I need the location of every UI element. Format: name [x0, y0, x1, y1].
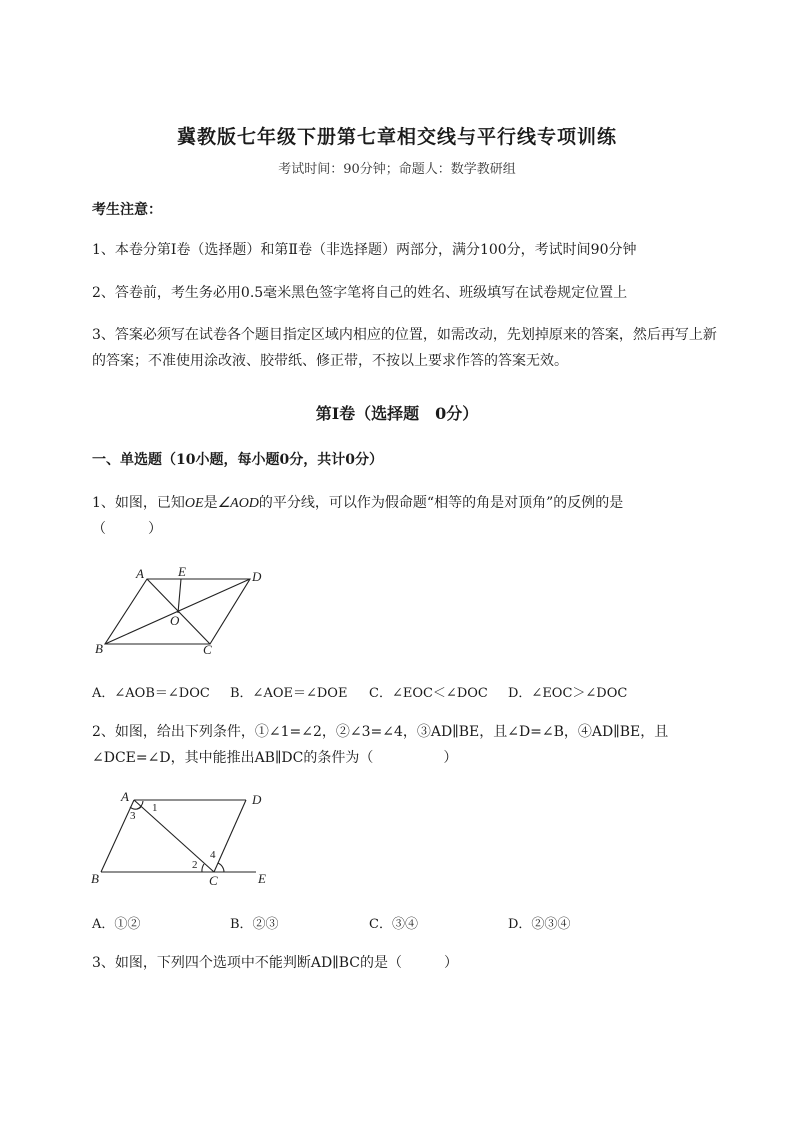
- q2-options: [92, 913, 712, 931]
- notice-item-3-continued: 的答案；不准使用涂改液、胶带纸、修正带，不按以上要求作答的答案无效。: [92, 353, 568, 369]
- q1-label-a: A: [136, 566, 144, 581]
- q1-stem-part-c: 的平分线，可以作为假命题“相等的角是对顶角”的反例的是: [258, 495, 624, 511]
- q2-figure-parallelogram: [88, 786, 278, 890]
- q2-angle-label-3: 3: [130, 810, 136, 822]
- q2-label-b: B: [91, 871, 99, 886]
- q1-option-c[interactable]: C．∠EOC＜∠DOC: [369, 686, 488, 701]
- q2-angle-arc-4: [218, 863, 224, 872]
- notice-item-3: 3、答案必须写在试卷各个题目指定区域内相应的位置，如需改动，先划掉原来的答案，然后再写上新: [92, 327, 717, 343]
- notice-heading: 考生注意：: [92, 202, 162, 218]
- q2-label-d: D: [252, 792, 262, 807]
- q1-option-b[interactable]: B．∠AOE＝∠DOE: [230, 686, 348, 701]
- q2-option-b[interactable]: B．②③: [230, 917, 279, 932]
- q1-option-d[interactable]: D．∠EOC＞∠DOC: [508, 686, 628, 701]
- q1-label-e: E: [178, 564, 186, 579]
- q2-label-e: E: [258, 871, 266, 886]
- question-1-answer-paren: （ ）: [92, 521, 162, 537]
- q1-label-b: B: [95, 641, 103, 656]
- q1-label-d: D: [252, 569, 262, 584]
- q1-angle-aod: ∠AOD: [217, 496, 259, 511]
- question-2-stem-line-2: ∠DCE=∠D，其中能推出AB∥DC的条件为（ ）: [92, 750, 458, 766]
- question-1-stem: [92, 493, 623, 514]
- q1-stem-part-a: 1、如图，已知: [92, 495, 185, 511]
- q2-label-a: A: [121, 789, 129, 804]
- q1-diagonal-bd: [105, 579, 250, 644]
- q2-diagonal-ac: [134, 800, 214, 872]
- q2-option-a[interactable]: A．①②: [92, 917, 141, 932]
- q1-figure-parallelogram: [92, 562, 272, 662]
- q2-angle-label-4: 4: [210, 849, 216, 861]
- q2-side-dc: [214, 800, 246, 872]
- q2-label-c: C: [209, 873, 218, 888]
- q2-option-d[interactable]: D．②③④: [508, 917, 571, 932]
- document-title: 冀教版七年级下册第七章相交线与平行线专项训练: [176, 126, 617, 148]
- q1-option-a[interactable]: A．∠AOB＝∠DOC: [92, 686, 210, 701]
- q2-angle-arc-2: [202, 864, 204, 872]
- question-2-stem-line-1: 2、如图，给出下列条件，①∠1=∠2，②∠3=∠4，③AD∥BE，且∠D=∠B，④AD∥BE，且: [92, 724, 669, 740]
- part-heading: 一、单选题（10小题，每小题0分，共计0分）: [92, 452, 383, 468]
- q1-label-o: O: [170, 613, 180, 628]
- q2-angle-label-2: 2: [192, 859, 198, 871]
- q2-angle-label-1: 1: [152, 802, 158, 814]
- q1-line-oe: OE: [184, 496, 204, 511]
- q1-stem-part-b: 是: [203, 495, 218, 511]
- exam-subtitle: 考试时间：90分钟；命题人：数学教研组: [278, 162, 516, 177]
- q1-options: [92, 682, 712, 700]
- q1-label-c: C: [203, 642, 212, 657]
- question-3-stem: 3、如图，下列四个选项中不能判断AD∥BC的是（ ）: [92, 955, 458, 971]
- q1-bisector-oe: [178, 579, 181, 613]
- notice-item-2: 2、答卷前，考生务必用0.5毫米黑色签字笔将自己的姓名、班级填写在试卷规定位置上: [92, 285, 628, 301]
- q2-option-c[interactable]: C．③④: [369, 917, 418, 932]
- section-title: 第I卷（选择题 0分）: [315, 404, 479, 423]
- notice-item-1: 1、本卷分第I卷（选择题）和第Ⅱ卷（非选择题）两部分，满分100分，考试时间90分钟: [92, 242, 637, 258]
